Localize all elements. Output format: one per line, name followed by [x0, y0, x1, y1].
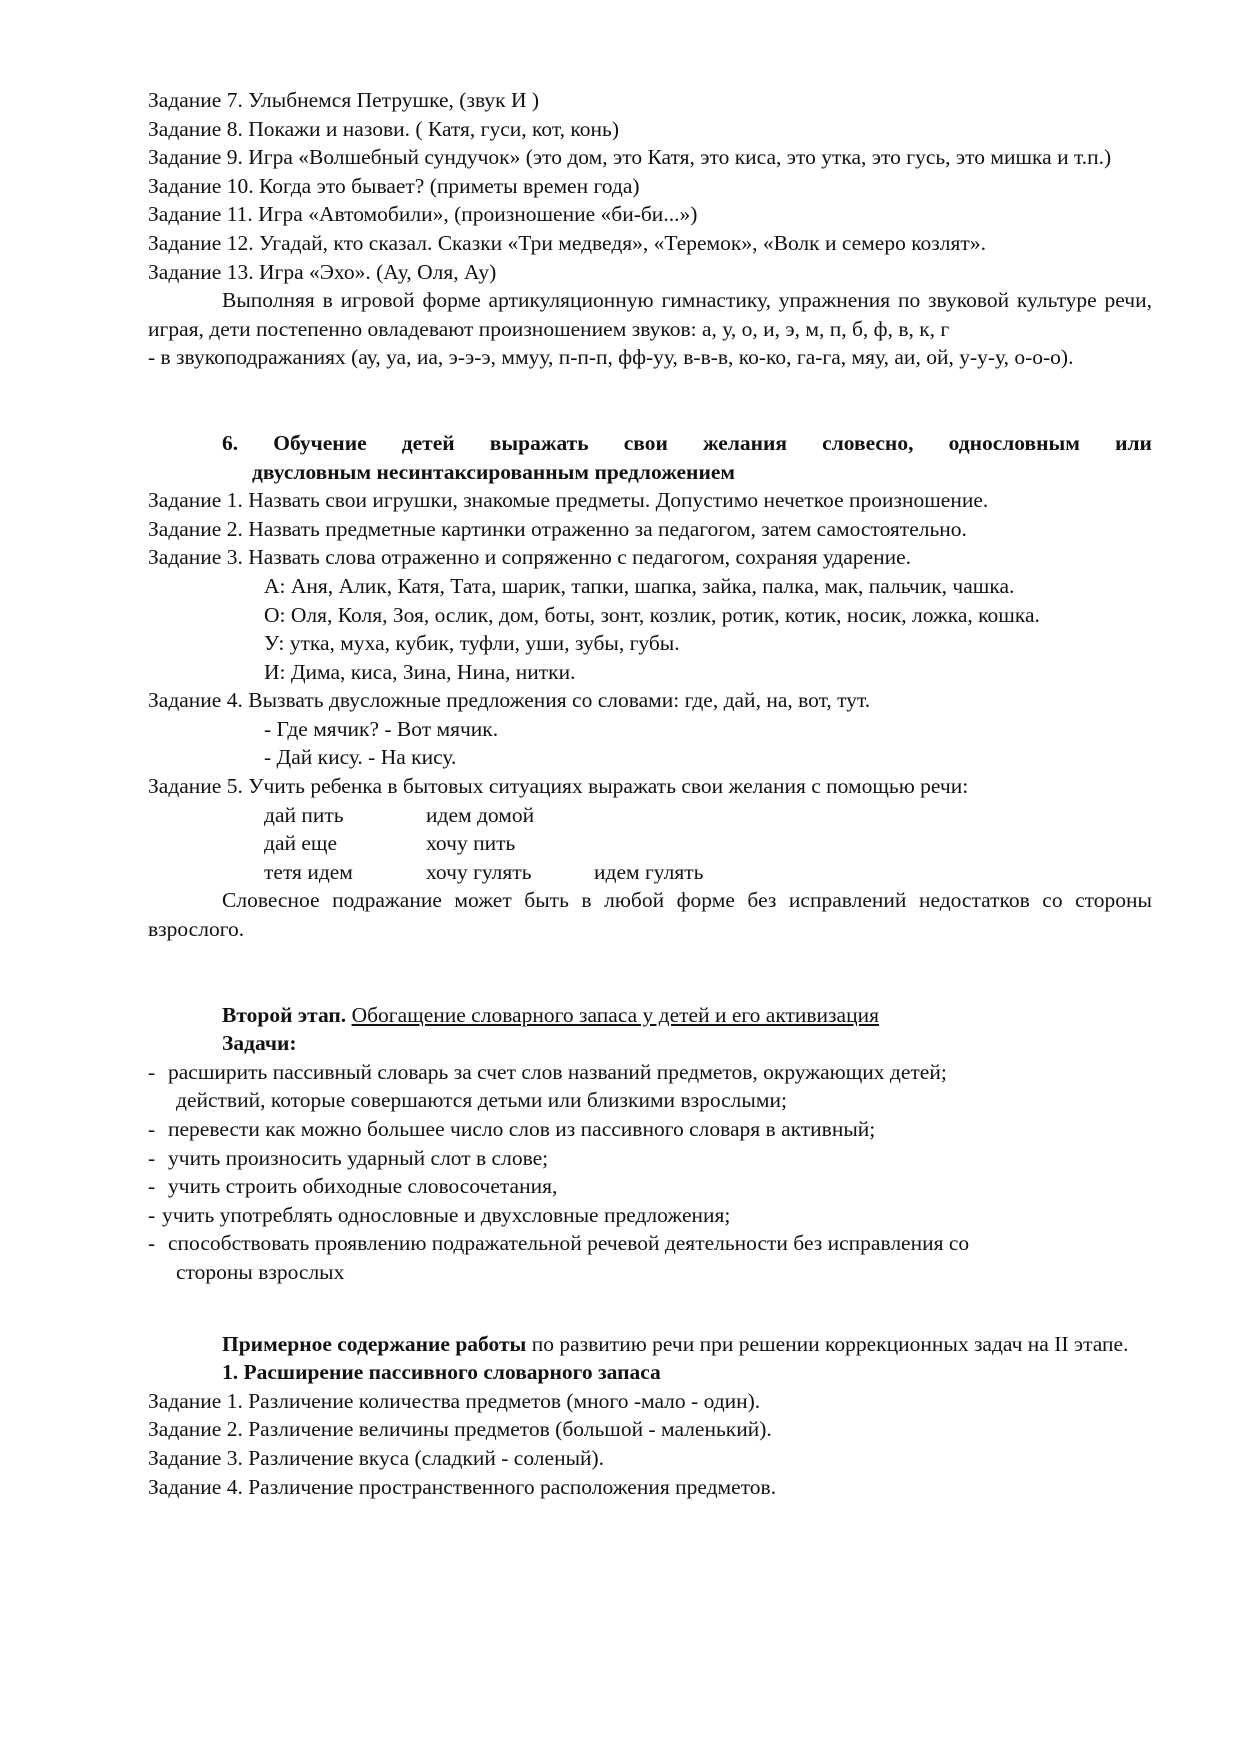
- heading-word: словесно,: [822, 430, 914, 455]
- content-intro-rest: по развитию речи при решении коррекционных задач на II этапе.: [526, 1331, 1129, 1356]
- dash-bullet-icon: -: [148, 1202, 156, 1227]
- goal-text: расширить пассивный словарь за счет слов названий предметов, окружающих детей;: [168, 1059, 947, 1084]
- goal-text: учить употреблять однословные и двухсловные предложения;: [162, 1202, 731, 1227]
- section-heading-6-line2: двусловным несинтаксированным предложением: [252, 459, 736, 484]
- task-line: Задание 10. Когда это бывает? (приметы времен года): [148, 173, 640, 198]
- task-line: Задание 8. Покажи и назови. ( Катя, гуси, кот, конь): [148, 116, 619, 141]
- goal-text: перевести как можно большее число слов из пассивного словаря в активный;: [168, 1117, 876, 1141]
- heading-word: желания: [702, 430, 788, 455]
- phrase-row: [148, 801, 1152, 830]
- phrase: тетя идем: [264, 859, 353, 884]
- tasks-heading: Задачи:: [222, 1031, 297, 1056]
- goal-text: учить строить обиходные словосочетания,: [168, 1174, 558, 1199]
- goal-text-cont: стороны взрослых: [176, 1259, 345, 1284]
- task-line: Задание 1. Различение количества предметов (много -мало - один).: [148, 1388, 761, 1413]
- phrase-row: [148, 858, 1152, 887]
- word-list-o: О: Оля, Коля, Зоя, ослик, дом, боты, зонт, козлик, ротик, котик, носик, ложка, кошка.: [264, 602, 1040, 627]
- dash-bullet-icon: -: [148, 1231, 156, 1256]
- note-paragraph: Словесное подражание может быть в любой форме без исправлений недостатков со стороны взрослого.: [148, 888, 1152, 942]
- section-heading-6-line1: [222, 429, 1152, 458]
- goal-item: [148, 1172, 1152, 1201]
- goal-text: способствовать проявлению подражательной речевой деятельности без исправления со: [168, 1231, 970, 1256]
- task-line: Задание 5. Учить ребенка в бытовых ситуациях выражать свои желания с помощью речи:: [148, 774, 969, 799]
- dash-bullet-icon: -: [148, 1059, 156, 1084]
- phrase: идем гулять: [594, 859, 704, 884]
- goal-item: [148, 1144, 1152, 1173]
- goal-text-cont: действий, которые совершаются детьми или близкими взрослыми;: [176, 1088, 787, 1113]
- task-line: Задание 3. Различение вкуса (сладкий - соленый).: [148, 1445, 605, 1470]
- example-line: - Где мячик? - Вот мячик.: [264, 716, 499, 741]
- dash-bullet-icon: -: [148, 1174, 156, 1199]
- goal-text: учить произносить ударный слот в слове;: [168, 1145, 549, 1170]
- phrase: хочу пить: [426, 831, 516, 856]
- word-list-u: У: утка, муха, кубик, туфли, уши, зубы, губы.: [264, 631, 680, 656]
- task-line: Задание 3. Назвать слова отраженно и сопряженно с педагогом, сохраняя ударение.: [148, 545, 911, 570]
- heading-word: детей: [401, 430, 455, 455]
- phrase: дай еще: [264, 831, 338, 856]
- goal-item: [148, 1115, 1152, 1144]
- content-intro-paragraph: [148, 1330, 1152, 1359]
- task-line: Задание 2. Назвать предметные картинки отраженно за педагогом, затем самостоятельно.: [148, 516, 967, 541]
- heading-word: или: [1115, 430, 1152, 455]
- task-line: Задание 1. Назвать свои игрушки, знакомые предметы. Допустимо нечеткое произношение.: [148, 488, 989, 513]
- stage-title: [148, 1001, 1152, 1030]
- task-line: Задание 4. Различение пространственного расположения предметов.: [148, 1474, 777, 1499]
- heading-word: 6.: [222, 430, 239, 455]
- phrase-row: [148, 829, 1152, 858]
- subsection-heading: 1. Расширение пассивного словарного запаса: [222, 1360, 661, 1385]
- stage-title-bold: Второй этап.: [222, 1002, 347, 1027]
- heading-word: Обучение: [273, 430, 367, 455]
- onomatopoeia-line: - в звукоподражаниях (ау, уа, иа, э-э-э, ммуу, п-п-п, фф-уу, в-в-в, ко-ко, га-га, мяу, аи, ой, у-у-у, о-о-о).: [148, 345, 1074, 370]
- summary-paragraph: Выполняя в игровой форме артикуляционную гимнастику, упражнения по звуковой культуре речи, играя, дети постепенно овладевают произношением звуков: а, у, о, и, э, м, п, б, ф, в, к, г: [148, 288, 1152, 341]
- heading-word: свои: [623, 430, 668, 455]
- content-intro-bold: Примерное содержание работы: [222, 1331, 527, 1356]
- word-list-a: А: Аня, Алик, Катя, Тата, шарик, тапки, шапка, зайка, палка, мак, пальчик, чашка.: [264, 573, 1015, 598]
- phrase: идем домой: [426, 802, 535, 827]
- task-line: Задание 9. Игра «Волшебный сундучок» (это дом, это Катя, это киса, это утка, это гусь, это мишка и т.п.): [148, 145, 1112, 170]
- heading-word: выражать: [489, 430, 589, 455]
- word-list-i: И: Дима, киса, Зина, Нина, нитки.: [264, 659, 576, 684]
- heading-word: однословным: [948, 430, 1080, 455]
- dash-bullet-icon: -: [148, 1145, 156, 1170]
- task-line: Задание 12. Угадай, кто сказал. Сказки «Три медведя», «Теремок», «Волк и семеро козлят».: [148, 230, 986, 255]
- goal-item: [148, 1058, 1152, 1115]
- example-line: - Дай кису. - На кису.: [264, 745, 457, 770]
- goal-item: [148, 1229, 1152, 1286]
- dash-bullet-icon: -: [148, 1117, 156, 1141]
- section-heading-6: [148, 429, 1152, 486]
- task-line: Задание 13. Игра «Эхо». (Ау, Оля, Ау): [148, 259, 497, 284]
- task-line: Задание 2. Различение величины предметов (большой - маленький).: [148, 1417, 772, 1442]
- task-line: Задание 7. Улыбнемся Петрушке, (звук И ): [148, 88, 539, 112]
- document-page: [148, 86, 1152, 1501]
- stage-title-underlined: Обогащение словарного запаса у детей и его активизация: [351, 1002, 879, 1027]
- task-line: Задание 4. Вызвать двусложные предложения со словами: где, дай, на, вот, тут.: [148, 688, 871, 713]
- phrase: хочу гулять: [426, 859, 532, 884]
- task-line: Задание 11. Игра «Автомобили», (произношение «би-би...»): [148, 202, 698, 227]
- goal-item: [148, 1201, 1152, 1230]
- phrase: дай пить: [264, 802, 344, 827]
